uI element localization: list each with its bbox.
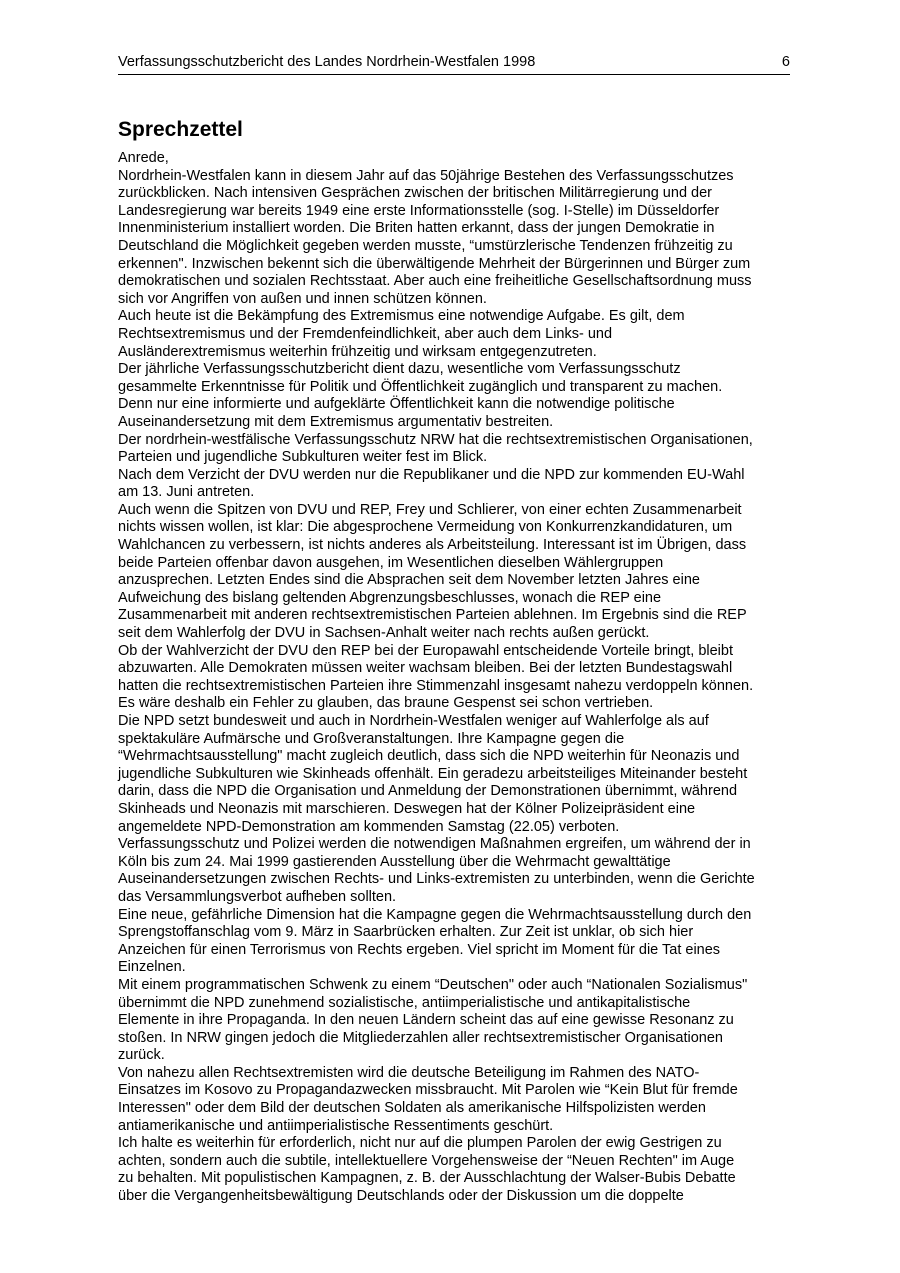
body-line: Auseinandersetzung mit dem Extremismus argumentativ bestreiten. [118, 413, 554, 430]
body-line: Interessen" oder dem Bild der deutschen Soldaten als amerikanische Hilfspolizisten werden [118, 1100, 706, 1117]
body-line: zurückblicken. Nach intensiven Gesprächen zwischen der britischen Militärregierung und der [118, 185, 712, 202]
body-line: erkennen". Inzwischen bekennt sich die überwältigende Mehrheit der Bürgerinnen und Bürger zum [118, 255, 751, 272]
body-line: Wahlchancen zu verbessern, ist nichts anderes als Arbeitsteilung. Interessant ist im Übrigen, dass [118, 537, 747, 554]
page-header [118, 52, 790, 75]
body-line: “Wehrmachtsausstellung" macht zugleich deutlich, dass sich die NPD weiterhin für Neonazis und [118, 748, 740, 765]
body-line: Deutschland die Möglichkeit gegeben werden musste, “umstürzlerische Tendenzen frühzeitig zu [118, 237, 733, 254]
document-title: Sprechzettel [118, 118, 243, 141]
body-line: Auch heute ist die Bekämpfung des Extremismus eine notwendige Aufgabe. Es gilt, dem [118, 308, 685, 325]
body-line: hatten die rechtsextremistischen Parteien ihre Stimmenzahl insgesamt nahezu verdoppeln können. [118, 677, 754, 694]
body-line: Parteien und jugendliche Subkulturen weiter fest im Blick. [118, 449, 488, 466]
body-line: anzusprechen. Letzten Endes sind die Absprachen seit dem November letzten Jahres eine [118, 572, 700, 589]
body-line: Mit einem programmatischen Schwenk zu einem “Deutschen" oder auch “Nationalen Sozialismus" [118, 976, 748, 993]
body-line: Sprengstoffanschlag vom 9. März in Saarbrücken erhalten. Zur Zeit ist unklar, ob sich hier [118, 924, 694, 941]
body-line: Anrede, [118, 150, 169, 166]
body-line: Verfassungsschutz und Polizei werden die notwendigen Maßnahmen ergreifen, um während der in [118, 836, 751, 853]
body-line: zu behalten. Mit populistischen Kampagnen, z. B. der Ausschlachtung der Walser-Bubis Debatte [118, 1170, 736, 1187]
body-line: Ausländerextremismus weiterhin frühzeitig und wirksam entgegenzutreten. [118, 343, 597, 360]
body-line: nichts wissen wollen, ist klar: Die abgesprochene Vermeidung von Konkurrenzkandidaturen, um [118, 519, 733, 536]
body-line: Denn nur eine informierte und aufgeklärte Öffentlichkeit kann die notwendige politische [118, 396, 675, 413]
header-title: Verfassungsschutzbericht des Landes Nordrhein-Westfalen 1998 [118, 54, 536, 70]
body-line: Ob der Wahlverzicht der DVU den REP bei der Europawahl entscheidende Vorteile bringt, bleibt [118, 642, 733, 659]
body-line: Aufweichung des bislang geltenden Abgrenzungsbeschlusses, wonach die REP eine [118, 589, 662, 606]
body-line: antiamerikanische und antiimperialistische Ressentiments geschürt. [118, 1117, 554, 1134]
body-line: seit dem Wahlerfolg der DVU in Sachsen-Anhalt weiter nach rechts außen gerückt. [118, 625, 650, 642]
body-line: Köln bis zum 24. Mai 1999 gastierenden Ausstellung über die Wehrmacht gewalttätige [118, 853, 671, 870]
body-line: spektakuläre Aufmärsche und Großveranstaltungen. Ihre Kampagne gegen die [118, 730, 625, 747]
body-line: Auch wenn die Spitzen von DVU und REP, Frey und Schlierer, von einer echten Zusammenarbeit [118, 501, 742, 518]
body-line: demokratischen und sozialen Rechtsstaat. Aber auch eine freiheitliche Gesellschaftsordnung muss [118, 273, 752, 290]
body-line: Ich halte es weiterhin für erforderlich, nicht nur auf die plumpen Parolen der ewig Gestrigen zu [118, 1135, 722, 1152]
body-line: Der nordrhein-westfälische Verfassungsschutz NRW hat die rechtsextremistischen Organisationen, [118, 431, 753, 448]
document-body [118, 150, 798, 1206]
body-line: stoßen. In NRW gingen jedoch die Mitgliederzahlen aller rechtsextremistischer Organisationen [118, 1029, 723, 1046]
body-line: Von nahezu allen Rechtsextremisten wird die deutsche Beteiligung im Rahmen des NATO- [118, 1064, 700, 1081]
body-line: Einzelnen. [118, 959, 186, 976]
body-line: Eine neue, gefährliche Dimension hat die Kampagne gegen die Wehrmachtsausstellung durch den [118, 906, 752, 923]
body-line: zurück. [118, 1047, 165, 1064]
body-line: jugendliche Subkulturen wie Skinheads offenhält. Ein geradezu arbeitsteiliges Miteinander besteht [118, 765, 748, 782]
body-line: über die Vergangenheitsbewältigung Deutschlands oder der Diskussion um die doppelte [118, 1188, 684, 1205]
body-line: Auseinandersetzungen zwischen Rechts- und Links-extremisten zu unterbinden, wenn die Gerichte [118, 871, 755, 888]
body-line: darin, dass die NPD die Organisation und Anmeldung der Demonstrationen übernimmt, während [118, 783, 738, 800]
body-line: Elemente in ihre Propaganda. In den neuen Ländern scheint das auf eine gewisse Resonanz zu [118, 1012, 734, 1029]
body-line: Landesregierung war bereits 1949 eine erste Informationsstelle (sog. I-Stelle) im Düsseldorfer [118, 202, 720, 219]
body-line: Nach dem Verzicht der DVU werden nur die Republikaner und die NPD zur kommenden EU-Wahl [118, 466, 745, 483]
body-line: das Versammlungsverbot aufheben sollten. [118, 888, 397, 905]
body-line: am 13. Juni antreten. [118, 484, 255, 501]
body-line: angemeldete NPD-Demonstration am kommenden Samstag (22.05) verboten. [118, 818, 620, 835]
body-line: abzuwarten. Alle Demokraten müssen weiter wachsam bleiben. Bei der letzten Bundestagswahl [118, 660, 733, 677]
body-line: Rechtsextremismus und der Fremdenfeindlichkeit, aber auch dem Links- und [118, 325, 613, 342]
body-line: sich vor Angriffen von außen und innen schützen können. [118, 290, 487, 307]
body-line: Einsatzes im Kosovo zu Propagandazwecken missbraucht. Mit Parolen wie “Kein Blut für fremde [118, 1082, 738, 1099]
body-line: Nordrhein-Westfalen kann in diesem Jahr auf das 50jährige Bestehen des Verfassungsschutzes [118, 167, 734, 184]
page-number: 6 [781, 54, 790, 70]
body-line: achten, sondern auch die subtile, intellektuellere Vorgehensweise der “Neuen Rechten" im Auge [118, 1152, 735, 1169]
body-line: Innenministerium installiert worden. Die Briten hatten erkannt, dass der jungen Demokratie in [118, 220, 715, 237]
body-line: Zusammenarbeit mit anderen rechtsextremistischen Parteien ablehnen. Im Ergebnis sind die REP [118, 607, 747, 624]
body-line: Die NPD setzt bundesweit und auch in Nordrhein-Westfalen weniger auf Wahlerfolge als auf [118, 713, 709, 729]
body-line: Anzeichen für einen Terrorismus von Rechts ergeben. Viel spricht im Moment für die Tat eines [118, 941, 721, 958]
body-line: Skinheads und Neonazis mit marschieren. Deswegen hat der Kölner Polizeipräsident eine [118, 800, 696, 817]
body-line: übernimmt die NPD zunehmend sozialistische, antiimperialistische und antikapitalistische [118, 994, 691, 1011]
body-line: Der jährliche Verfassungsschutzbericht dient dazu, wesentliche vom Verfassungsschutz [118, 361, 681, 378]
body-line: beide Parteien offenbar davon ausgehen, im Wesentlichen dieselben Wählergruppen [118, 554, 664, 571]
body-line: Es wäre deshalb ein Fehler zu glauben, das braune Gespenst sei schon vertrieben. [118, 695, 654, 712]
body-line: gesammelte Erkenntnisse für Politik und Öffentlichkeit zugänglich und transparent zu machen. [118, 378, 723, 395]
